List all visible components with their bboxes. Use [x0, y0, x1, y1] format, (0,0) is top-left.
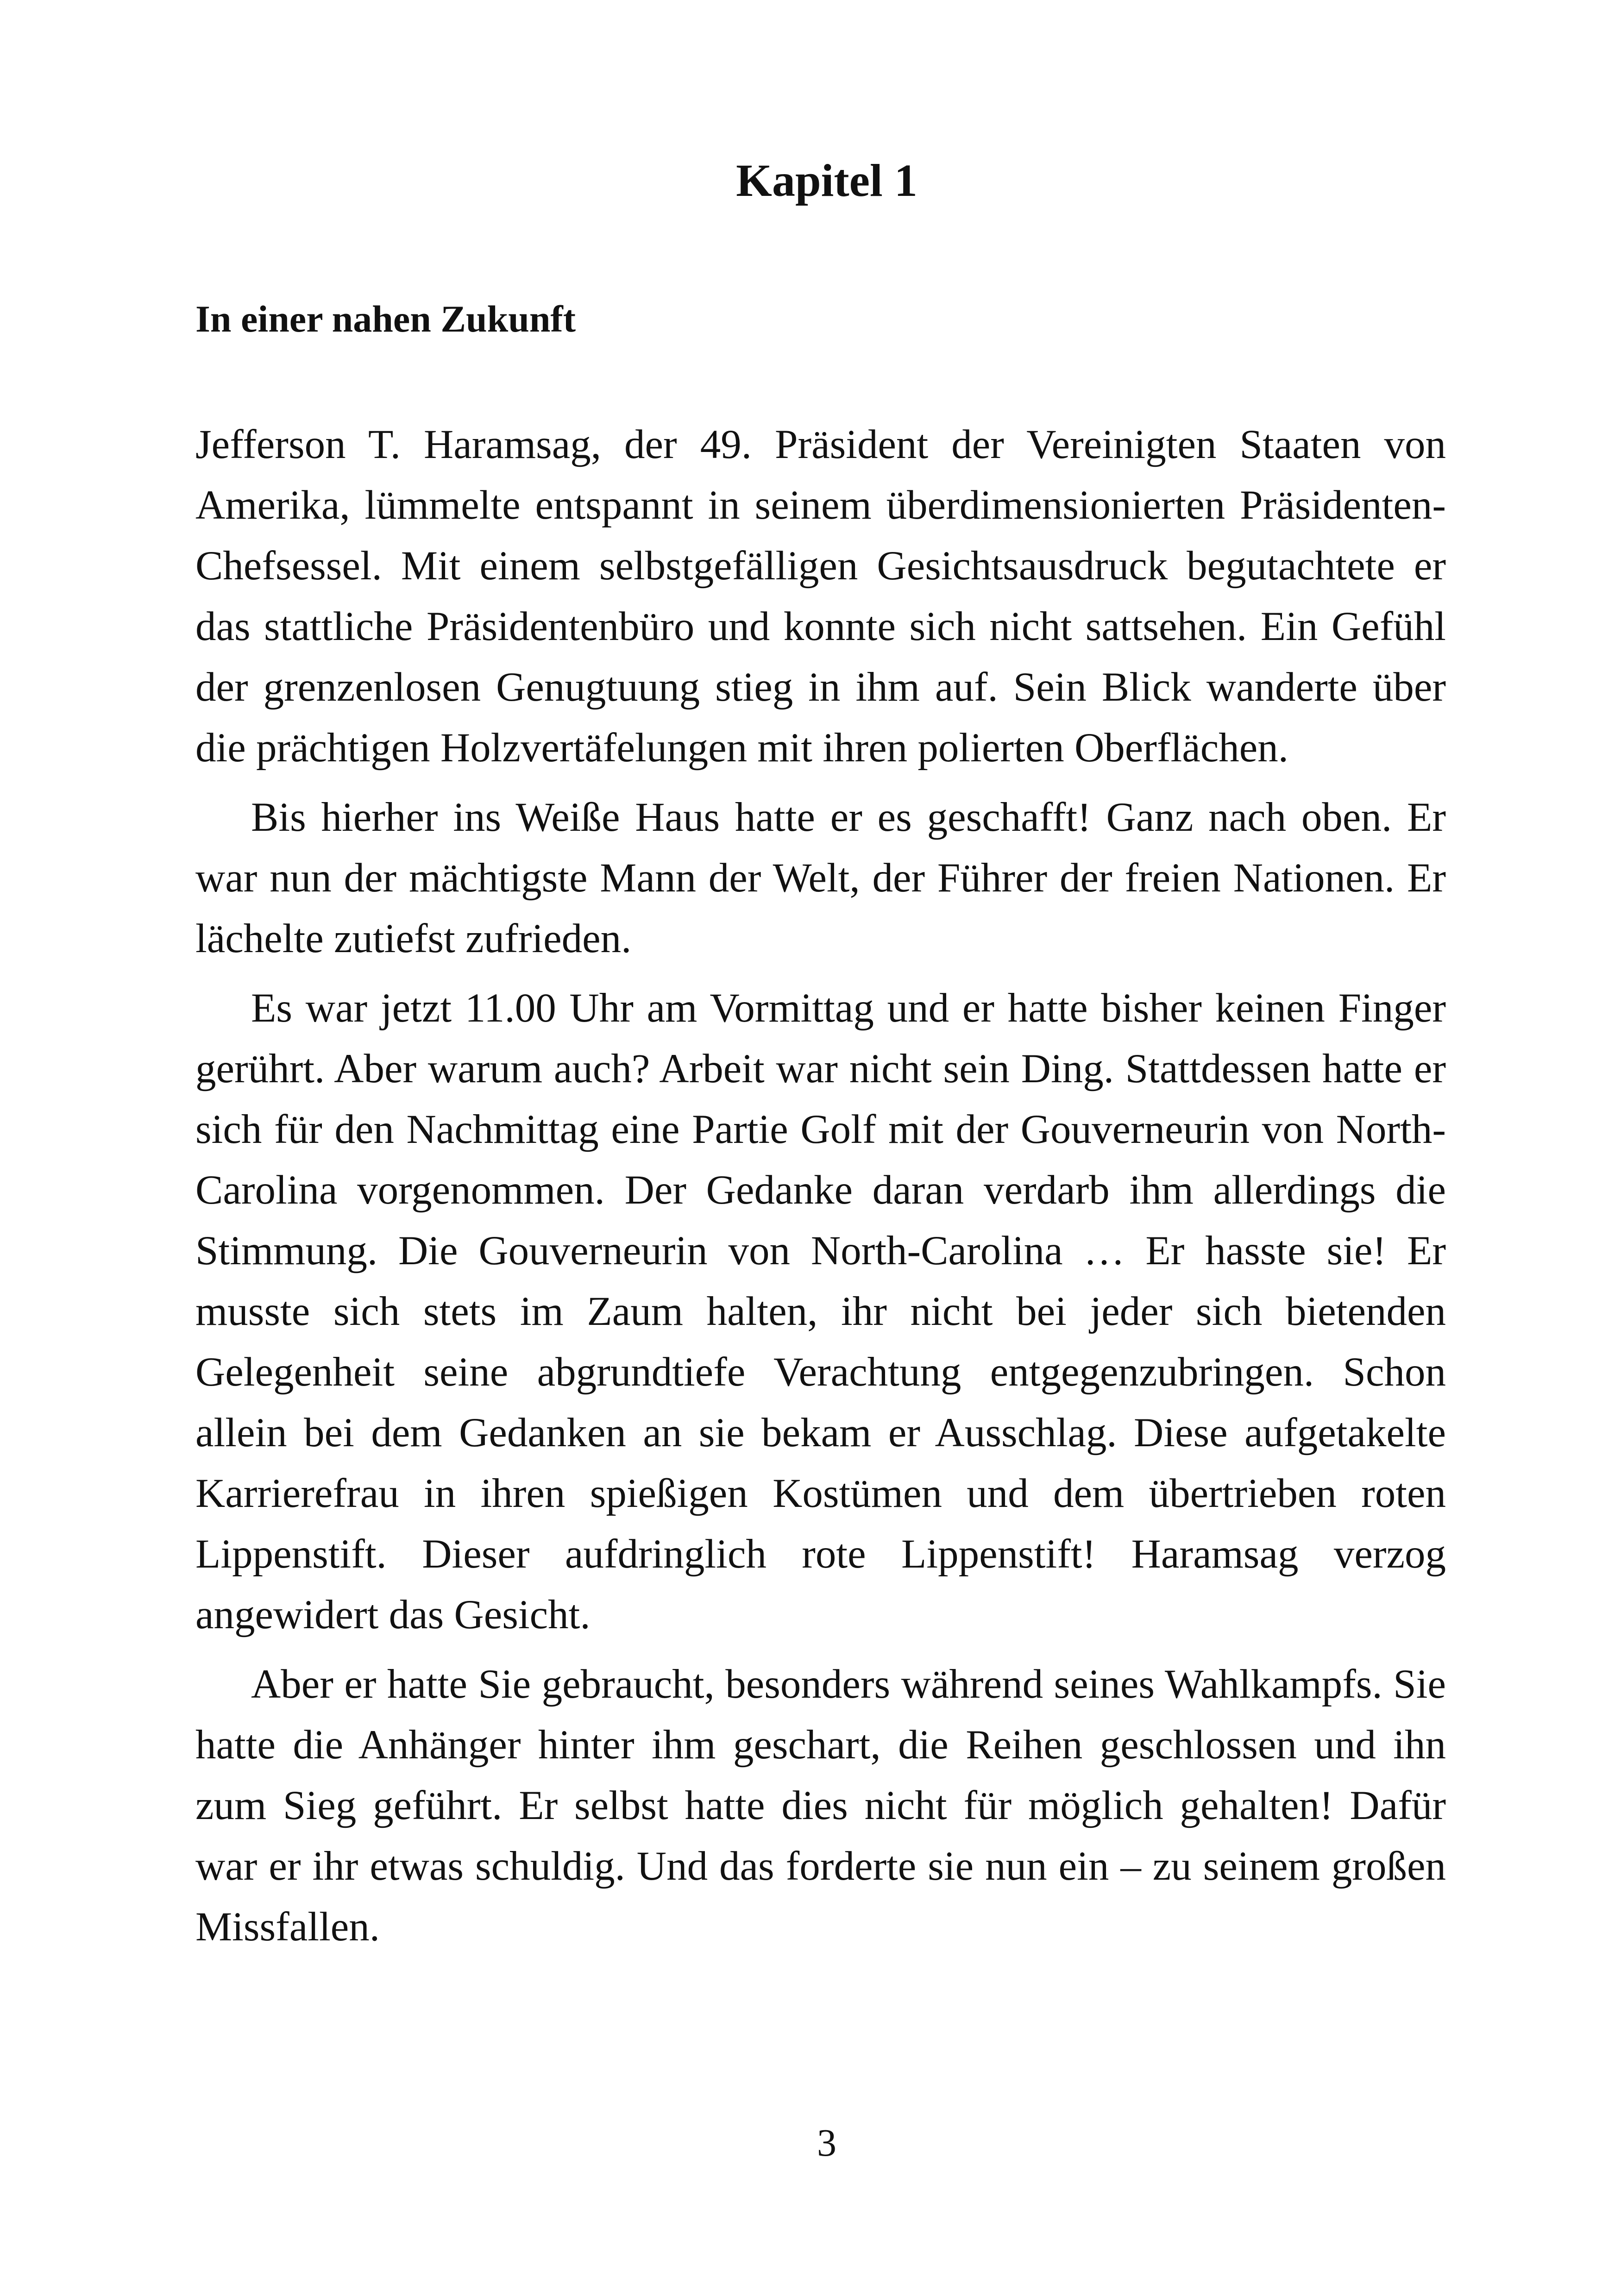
page-number: 3 [817, 2121, 836, 2164]
paragraph-4: Aber er hatte Sie gebraucht, besonders während seines Wahlkampfs. Sie hatte die Anhänger hinter ihm geschart, die Reihen geschlossen und ihn zum Sieg geführt. Er selbst hatte dies nicht für möglich gehalten! Dafür war er ihr etwas schuldig. Und das forderte sie nun ein – zu seinem großen Missfallen. [195, 1662, 1446, 1950]
paragraph-1: Jefferson T. Haramsag, der 49. Präsident der Vereinigten Staaten von Amerika, lümmelte entspannt in seinem überdimensionierten Präsidenten-Chefsessel. Mit einem selbstgefälligen Gesichtsausdruck begutachtete er das stattliche Präsidentenbüro und konnte sich nicht sattsehen. Ein Gefühl der grenzenlosen Genugtuung stieg in ihm auf. Sein Blick wanderte über die prächtigen Holzvertäfelungen mit ihren polierten Oberflächen. [195, 422, 1446, 771]
chapter-title: Kapitel 1 [736, 155, 917, 206]
paragraph-2: Bis hierher ins Weiße Haus hatte er es geschafft! Ganz nach oben. Er war nun der mächtigste Mann der Welt, der Führer der freien Nationen. Er lächelte zutiefst zufrieden. [195, 795, 1446, 961]
body-text [195, 414, 1446, 1966]
paragraph-3: Es war jetzt 11.00 Uhr am Vormittag und er hatte bisher keinen Finger gerührt. Aber warum auch? Arbeit war nicht sein Ding. Stattdessen hatte er sich für den Nachmittag eine Partie Golf mit der Gouverneurin von North-Carolina vorgenommen. Der Gedanke daran verdarb ihm allerdings die Stimmung. Die Gouverneurin von North-Carolina … Er hasste sie! Er musste sich stets im Zaum halten, ihr nicht bei jeder sich bietenden Gelegenheit seine abgrundtiefe Verachtung entgegenzubringen. Schon allein bei dem Gedanken an sie bekam er Ausschlag. Diese aufgetakelte Karrierefrau in ihren spießigen Kostümen und dem übertrieben roten Lippenstift. Dieser aufdringlich rote Lippenstift! Haramsag verzog angewidert das Gesicht. [195, 985, 1446, 1637]
section-heading: In einer nahen Zukunft [195, 298, 576, 340]
